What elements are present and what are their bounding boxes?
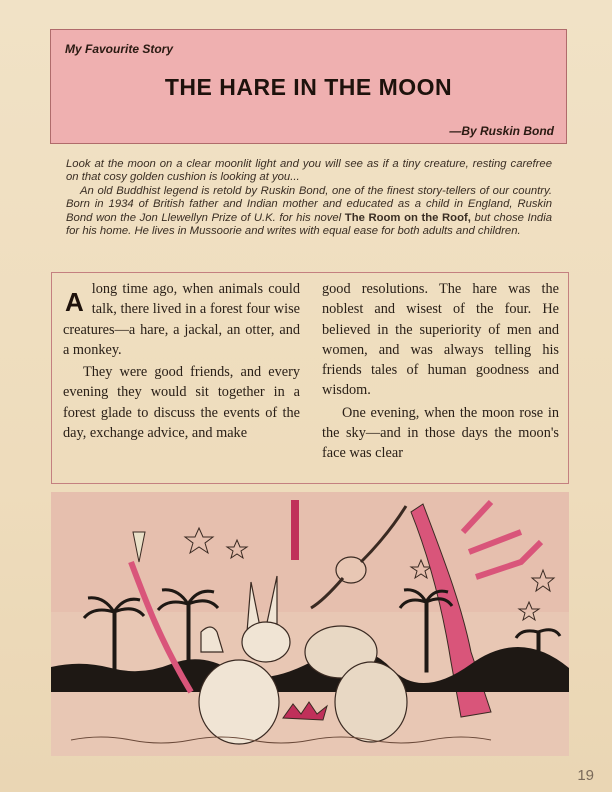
intro-paragraph-1: Look at the moon on a clear moonlit light and you will see as if a tiny creature, resting carefree on that cosy golden cushion is looking at you... <box>66 158 552 184</box>
intro-paragraph-2 <box>66 185 552 239</box>
story-column-left <box>63 279 300 445</box>
intro-p2-end: but chose India for his home. He lives in Mussoorie and writes with equal ease for both adults and children. <box>66 211 553 238</box>
section-kicker: My Favourite Story <box>65 42 174 56</box>
header-box <box>50 29 567 144</box>
story-paragraph: good resolutions. The hare was the noblest and wisest of the four. He believed in the superiority of men and women, and was always telling his friends tales of human goodness and wisdom. <box>322 281 559 399</box>
intro-text <box>66 158 552 238</box>
story-column-right <box>322 279 559 466</box>
drop-cap: A <box>65 287 84 317</box>
story-paragraph: They were good friends, and every evening they would sit together in a forest glade to discuss the events of the day, exchange advice, and make <box>63 364 300 442</box>
author-byline: —By Ruskin Bond <box>449 124 554 138</box>
novel-title: The Room on the Roof, <box>344 211 471 224</box>
story-paragraph <box>63 279 300 360</box>
story-title: THE HARE IN THE MOON <box>164 74 453 100</box>
story-illustration <box>51 492 569 756</box>
story-paragraph: One evening, when the moon rose in the sky—and in those days the moon's face was clear <box>322 404 559 462</box>
story-text-box <box>51 272 569 484</box>
story-text: long time ago, when animals could talk, there lived in a forest four wise creatures—a hare, a jackal, an otter, and a monkey. <box>63 281 300 358</box>
page-number: 19 <box>577 767 594 784</box>
intro-p2-start: An old Buddhist legend is retold by Ruskin Bond, one of the finest story-tellers of our country. Born in 1934 of British father and Indian mother and educated as a child in England, Ruskin Bond won the Jon Llewellyn Prize of U.K. for his novel <box>66 184 552 224</box>
